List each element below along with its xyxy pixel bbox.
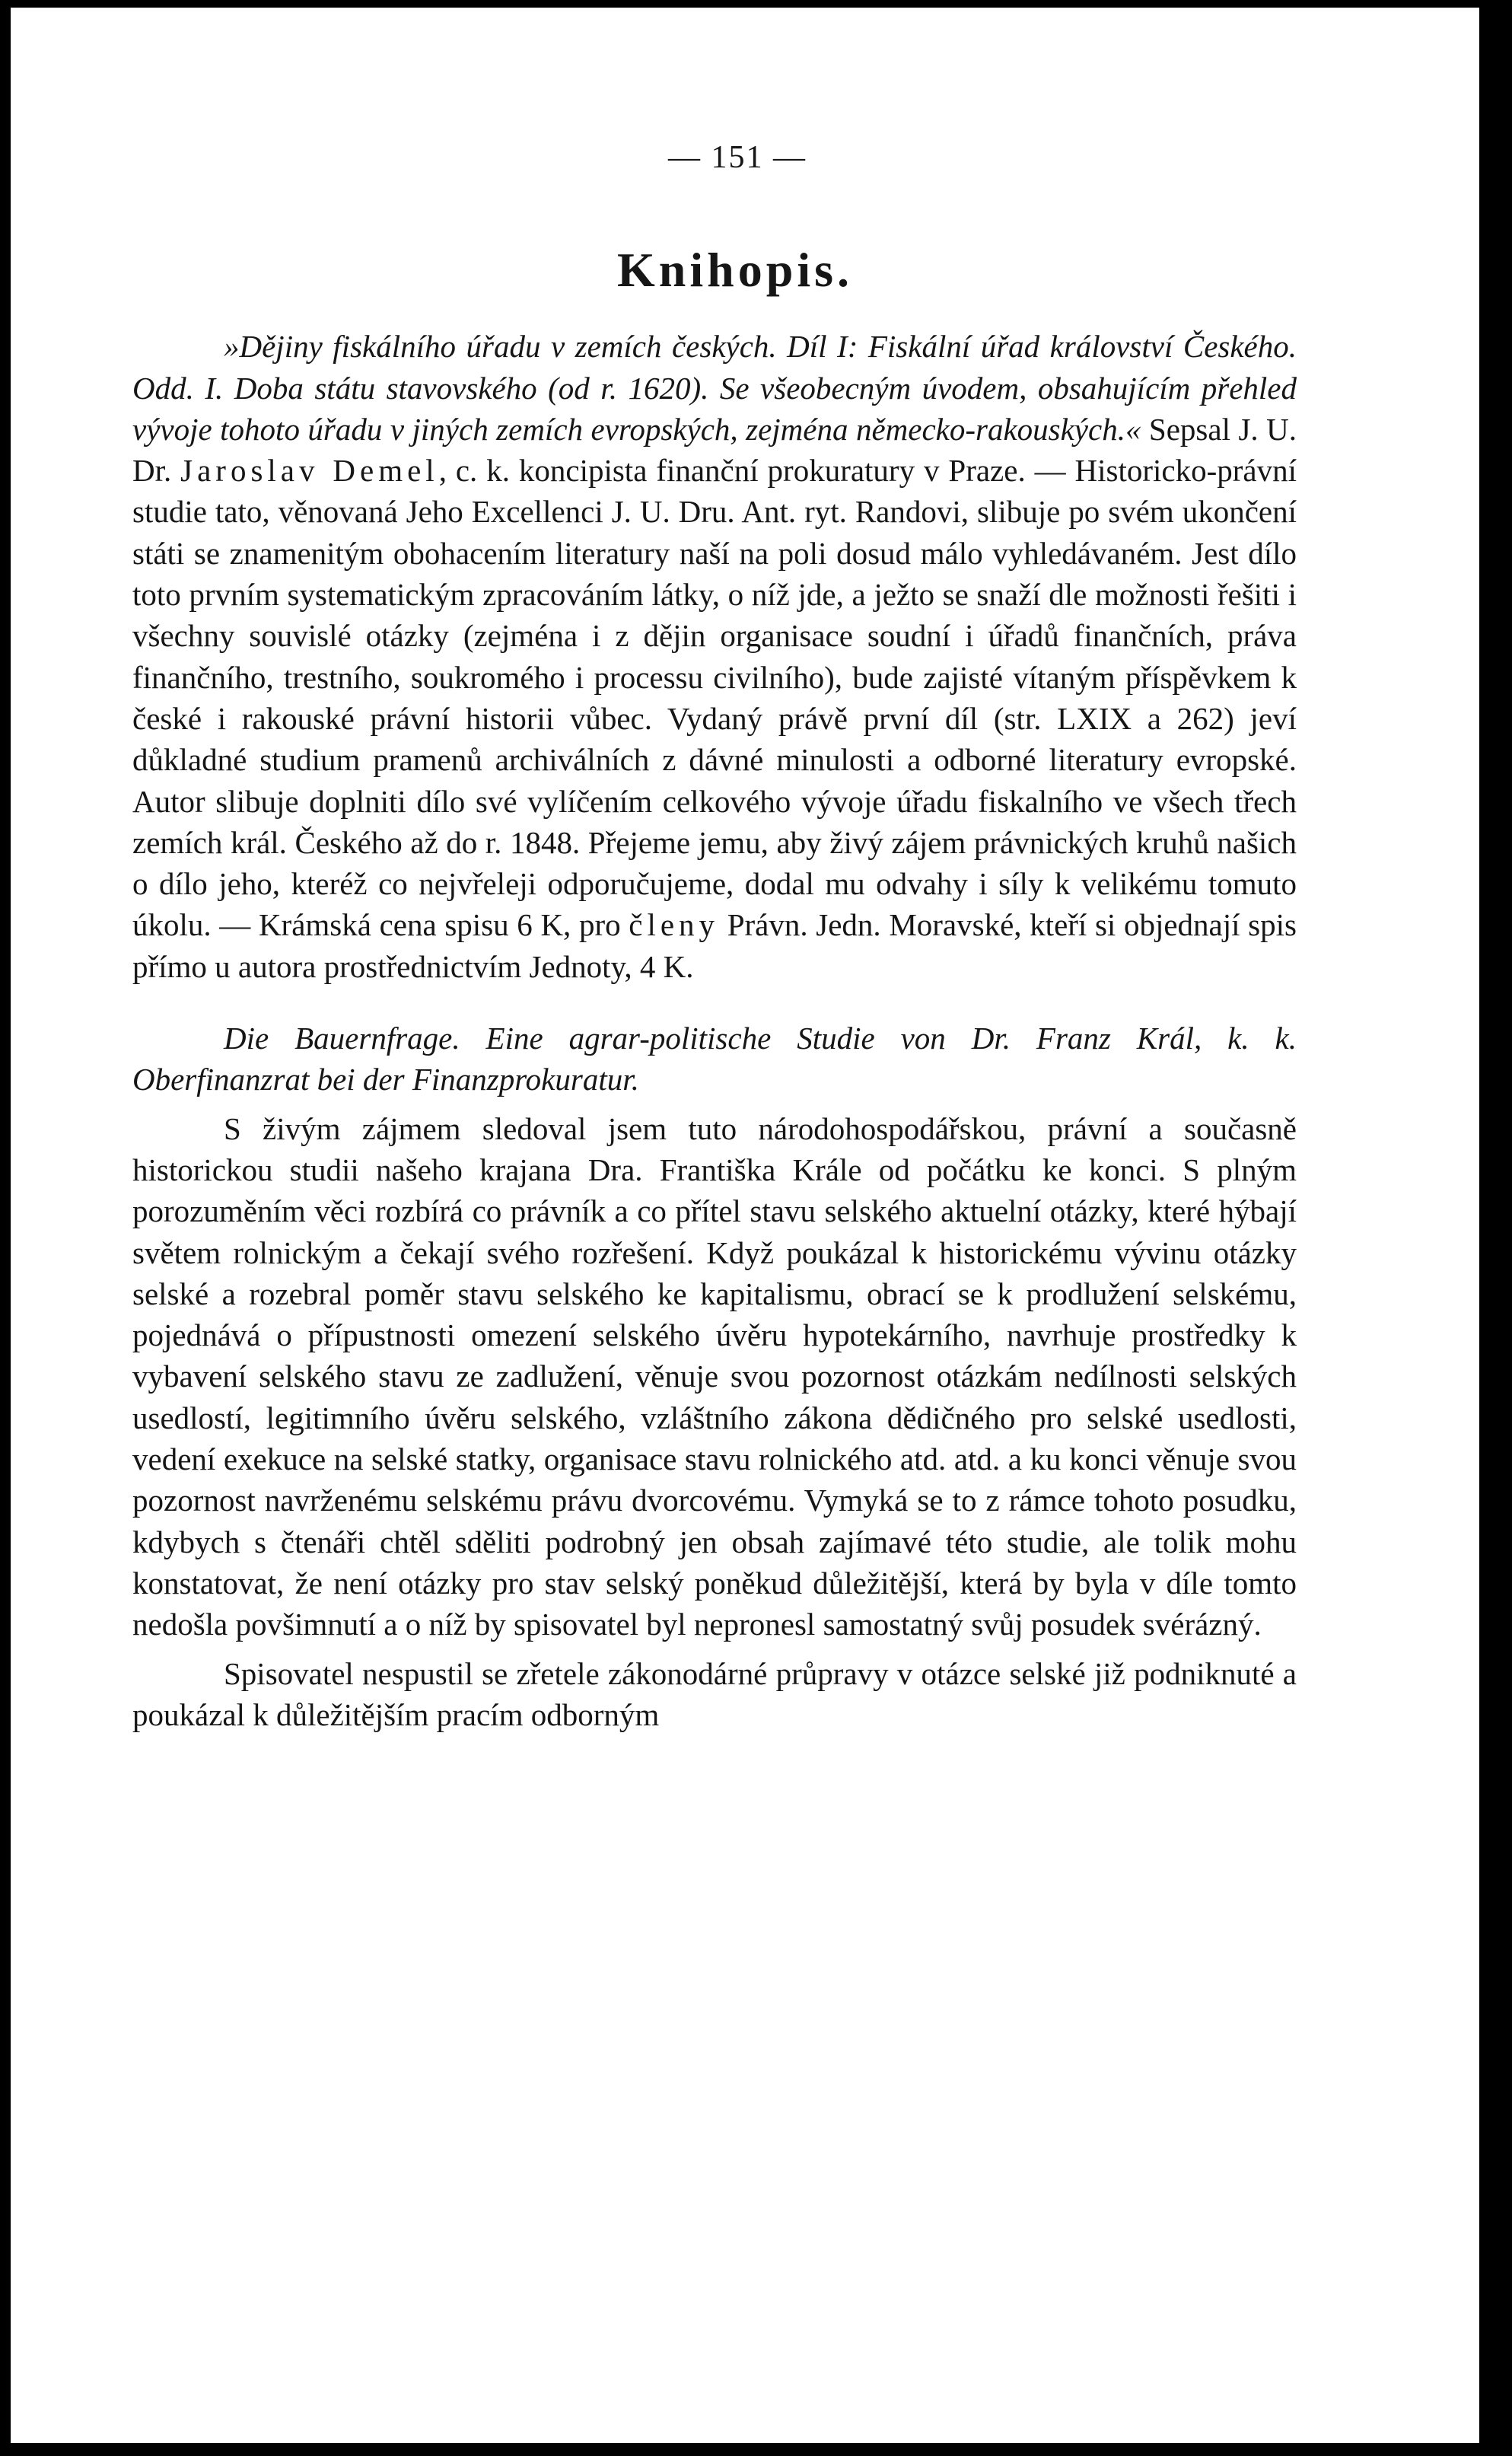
review-2-title: Die Bauernfrage. Eine agrar-politische Studie von Dr. Franz Král, k. k. Oberfinanzrat bei der Finanzprokuratur.: [132, 1021, 1297, 1097]
review-1-members: členy: [629, 907, 720, 943]
review-1-author-prefix: Sepsal J. U. Dr.: [132, 411, 1297, 489]
review-1-title: »Dějiny fiskálního úřadu v zemích českých. Díl I: Fiskální úřad království Českého. Odd. I. Doba státu stavovského (od r. 1620). Se všeobecným úvodem, obsahujícím přehled vývoje tohoto úřadu v jiných zemích evropských, zejména německo-rakouských.«: [132, 329, 1297, 447]
review-1: [132, 326, 1297, 987]
book-page: [11, 8, 1479, 2443]
review-2-paragraph-2: Spisovatel nespustil se zřetele zákonodárné průpravy v otázce selské již podniknuté a poukázal k důležitějším pracím odborným: [132, 1655, 1297, 1732]
section-title: Knihopis.: [616, 243, 854, 298]
review-1-body-end: Právn. Jedn. Moravské, kteří si objednají spis přímo u autora prostřednictvím Jednoty, 4 K.: [132, 907, 1297, 984]
page-number: — 151 —: [668, 140, 807, 175]
review-1-author-name: Jaroslav Demel: [180, 453, 439, 489]
text-column: [132, 137, 1297, 1735]
review-1-body: , c. k. koncipista finanční prokuratury v Praze. — Historicko-právní studie tato, věnovaná Jeho Excellenci J. U. Dru. Ant. ryt. Randovi, slibuje po svém ukončení státi se znamenitým obohacením literatury naší na poli dosud málo vyhledávaném. Jest dílo toto prvním systematickým zpracováním látky, o níž jde, a ježto se snaží dle možnosti řešiti i všechny souvislé otázky (zejména i z dějin organisace soudní i úřadů finančních, práva finančního, trestního, soukromého i processu civilního), bude zajisté vítaným příspěvkem k české i rakouské právní historii vůbec. Vydaný právě první díl (str. LXIX a 262) jeví důkladné studium pramenů archiválních z dávné minulosti a odborné literatury evropské. Autor slibuje doplniti dílo své vylíčením celkového vývoje úřadu fiskalního ve všech třech zemích král. Českého až do r. 1848. Přejeme jemu, aby živý zájem právnických kruhů našich o dílo jeho, kteréž co nejvřeleji odporučujeme, dodal mu odvahy i síly k velikému tomuto úkolu. — Krámská cena spisu 6 K, pro: [132, 453, 1297, 943]
review-2-paragraph-1: S živým zájmem sledoval jsem tuto národohospodářskou, právní a současně historickou studii našeho krajana Dra. Františka Krále od počátku ke konci. S plným porozuměním věci rozbírá co právník a co přítel stavu selského aktuelní otázky, které hýbají světem rolnickým a čekají svého rozřešení. Když poukázal k historickému vývinu otázky selské a rozebral poměr stavu selského ke kapitalismu, obrací se k prodlužení selskému, pojednává o přípustnosti omezení selského úvěru hypotekárního, navrhuje prostředky k vybavení selského stavu ze zadlužení, věnuje svou pozornost otázkám nedílnosti selských usedlostí, legitimního úvěru selského, vzláštního zákona dědičného pro selské usedlosti, vedení exekuce na selské statky, organisace stavu rolnického atd. atd. a ku konci věnuje svou pozornost navrženému selskému právu dvorcovému. Vymyká se to z rámce tohoto posudku, kdybych s čtenáři chtěl sděliti podrobný jen obsah zajímavé této studie, ale tolik mohu konstatovat, že není otázky pro stav selský poněkud důležitější, která by byla v díle tomto nedošla povšimnutí a o níž by spisovatel byl nepronesl samostatný svůj posudek svérázný.: [132, 1110, 1297, 1642]
